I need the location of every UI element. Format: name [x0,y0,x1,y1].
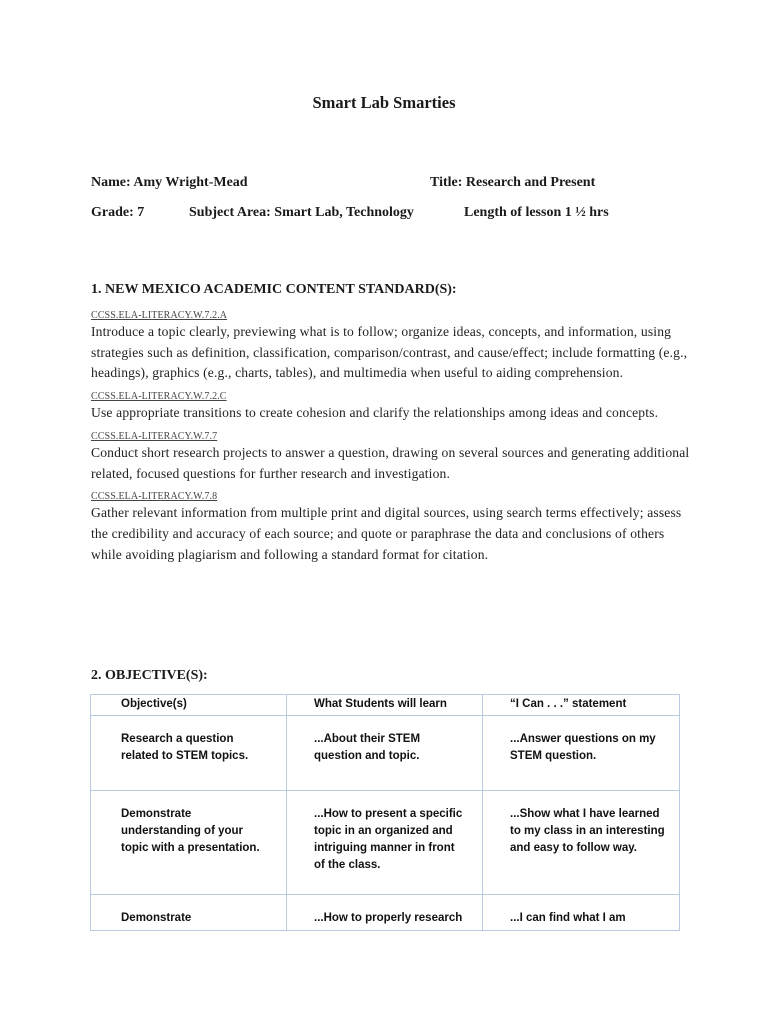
table-row [91,716,680,791]
table-cell: ...About their STEM question and topic. [287,716,483,791]
objectives-heading: 2. OBJECTIVE(S): [91,668,208,683]
standard-code[interactable]: CCSS.ELA-LITERACY.W.7.2.C [91,391,227,403]
standard-text: Conduct short research projects to answer a question, drawing on several sources and generating additional related, focused questions for further research and investigation. [91,444,690,481]
standard-code[interactable]: CCSS.ELA-LITERACY.W.7.7 [91,430,218,442]
column-header: “I Can . . .” statement [483,695,680,716]
table-cell: Research a question related to STEM topics. [91,716,287,791]
table-cell: ...Show what I have learned to my class in an interesting and easy to follow way. [483,791,680,895]
table-cell: ...I can find what I am [483,895,680,931]
standard-item [91,310,691,384]
lesson-length: Length of lesson 1 ½ hrs [464,205,609,220]
standard-item [91,431,691,484]
standard-text: Gather relevant information from multiple print and digital sources, using search terms effectively; assess the credibility and accuracy of each source; and quote or paraphrase the data and conclusions of others while avoiding plagiarism and following a standard format for citation. [91,505,682,562]
objectives-table [90,694,680,931]
column-header: What Students will learn [287,695,483,716]
subject-area: Subject Area: Smart Lab, Technology [189,205,414,220]
grade-level: Grade: 7 [91,205,145,220]
standard-text: Use appropriate transitions to create cohesion and clarify the relationships among ideas and concepts. [91,405,659,421]
standards-heading: 1. NEW MEXICO ACADEMIC CONTENT STANDARD(S): [91,282,457,297]
table-cell: ...How to present a specific topic in an organized and intriguing manner in front of the class. [287,791,483,895]
table-header-row [91,695,680,716]
standard-item [91,491,691,565]
teacher-name: Name: Amy Wright-Mead [91,175,248,190]
table-row [91,895,680,931]
table-cell: Demonstrate understanding of your topic with a presentation. [91,791,287,895]
table-row [91,791,680,895]
column-header: Objective(s) [91,695,287,716]
lesson-title: Title: Research and Present [430,175,596,190]
standard-item [91,391,691,424]
standard-text: Introduce a topic clearly, previewing what is to follow; organize ideas, concepts, and information, using strategies such as definition, classification, comparison/contrast, and cause/effect; include formatting (e.g., headings), graphics (e.g., charts, tables), and multimedia when useful to aiding comprehension. [91,324,688,381]
page-title: Smart Lab Smarties [312,93,456,112]
standard-code[interactable]: CCSS.ELA-LITERACY.W.7.2.A [91,310,228,321]
table-cell: Demonstrate [91,895,287,931]
standards-list [91,310,691,572]
table-cell: ...Answer questions on my STEM question. [483,716,680,791]
standard-code[interactable]: CCSS.ELA-LITERACY.W.7.8 [91,491,218,503]
table-cell: ...How to properly research [287,895,483,931]
